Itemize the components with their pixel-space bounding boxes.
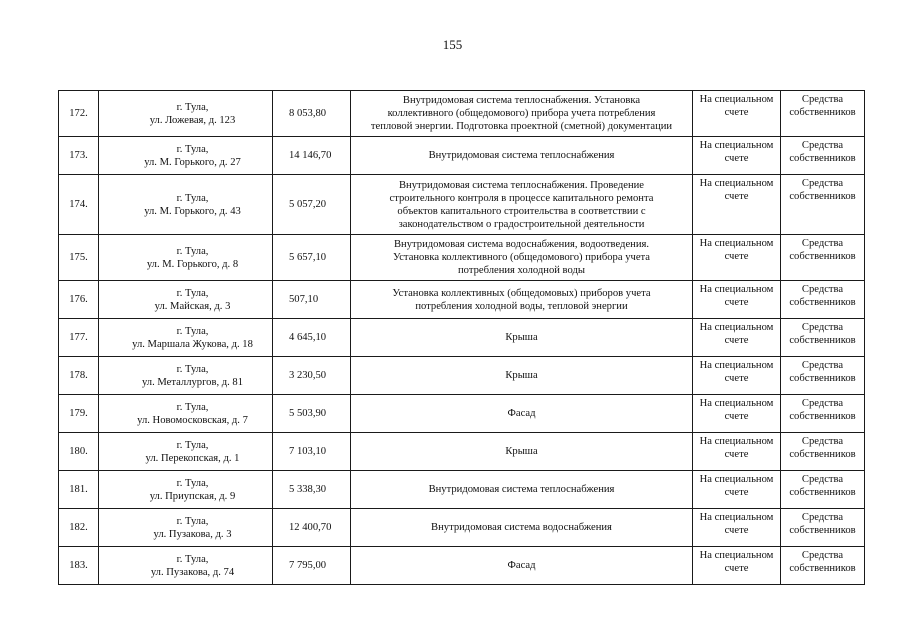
funding-source-line: собственников xyxy=(789,373,856,384)
amount-cell: 5 503,90 xyxy=(273,395,351,433)
amount-cell: 5 338,30 xyxy=(273,471,351,509)
account-line: На специальном xyxy=(699,436,774,447)
account-line: На специальном xyxy=(699,94,774,105)
work-type-line: объектов капитального строительства в соответствии с xyxy=(397,205,646,217)
work-type-line: потребления холодной воды xyxy=(458,265,585,276)
address-line: ул. М. Горького, д. 43 xyxy=(144,205,241,217)
table-row xyxy=(59,281,865,319)
work-type-line: Установка коллективных (общедомовых) приборов учета xyxy=(392,287,651,299)
row-number: 182. xyxy=(59,509,99,547)
work-type-line: Крыша xyxy=(505,332,538,343)
address-line: г. Тула, xyxy=(176,287,209,299)
account-line: На специальном xyxy=(699,512,774,523)
amount-cell: 4 645,10 xyxy=(273,319,351,357)
table-row xyxy=(59,547,865,585)
funding-source-line: собственников xyxy=(789,297,856,308)
funding-source-line: Средства xyxy=(801,322,844,333)
amount-cell: 12 400,70 xyxy=(273,509,351,547)
account-line: счете xyxy=(724,335,749,346)
address-line: г. Тула, xyxy=(176,439,209,451)
account-cell xyxy=(693,91,781,137)
funding-source-line: Средства xyxy=(801,140,844,151)
amount-cell: 5 057,20 xyxy=(273,175,351,235)
address-cell xyxy=(99,91,273,137)
funding-source-line: собственников xyxy=(789,335,856,346)
address-line: ул. Металлургов, д. 81 xyxy=(141,376,244,388)
account-line: счете xyxy=(724,251,749,262)
funding-source-cell xyxy=(781,471,865,509)
address-cell xyxy=(99,175,273,235)
funding-source-line: Средства xyxy=(801,94,844,105)
address-line: г. Тула, xyxy=(176,245,209,257)
address-line: ул. Пузакова, д. 3 xyxy=(153,528,232,540)
row-number: 176. xyxy=(59,281,99,319)
table-row xyxy=(59,137,865,175)
row-number: 183. xyxy=(59,547,99,585)
work-type-line: Фасад xyxy=(507,560,536,571)
account-cell xyxy=(693,235,781,281)
table-row xyxy=(59,319,865,357)
row-number: 178. xyxy=(59,357,99,395)
work-type-line: Внутридомовая система теплоснабжения xyxy=(428,484,615,495)
account-line: счете xyxy=(724,411,749,422)
page-number: 155 xyxy=(442,37,463,52)
work-type-line: тепловой энергии. Подготовка проектной (сметной) документации xyxy=(370,121,673,132)
funding-source-cell xyxy=(781,137,865,175)
row-number: 179. xyxy=(59,395,99,433)
address-line: ул. М. Горького, д. 27 xyxy=(144,156,241,168)
work-type-line: Крыша xyxy=(505,370,538,381)
work-type-line: коллективного (общедомового) прибора учета потребления xyxy=(387,108,656,119)
account-cell xyxy=(693,175,781,235)
account-line: счете xyxy=(724,449,749,460)
funding-source-line: Средства xyxy=(801,238,844,249)
address-line: г. Тула, xyxy=(176,325,209,337)
account-line: На специальном xyxy=(699,474,774,485)
work-type-cell xyxy=(351,471,693,509)
work-type-cell xyxy=(351,547,693,585)
account-line: счете xyxy=(724,563,749,574)
table-row xyxy=(59,509,865,547)
table-body xyxy=(59,91,865,585)
work-type-cell xyxy=(351,137,693,175)
funding-source-line: собственников xyxy=(789,563,856,574)
funding-source-cell xyxy=(781,281,865,319)
address-line: ул. Новомосковская, д. 7 xyxy=(137,414,248,426)
funding-source-cell xyxy=(781,357,865,395)
account-cell xyxy=(693,319,781,357)
funding-source-line: Средства xyxy=(801,360,844,371)
row-number: 177. xyxy=(59,319,99,357)
account-line: На специальном xyxy=(699,360,774,371)
table-row xyxy=(59,235,865,281)
work-type-line: строительного контроля в процессе капитального ремонта xyxy=(389,192,654,204)
work-type-line: Установка коллективного (общедомового) прибора учета xyxy=(393,252,650,263)
amount-cell: 507,10 xyxy=(273,281,351,319)
work-type-cell xyxy=(351,433,693,471)
account-line: На специальном xyxy=(699,238,774,249)
account-line: На специальном xyxy=(699,398,774,409)
work-type-line: потребления холодной воды, тепловой энергии xyxy=(415,300,628,312)
account-line: счете xyxy=(724,191,749,202)
address-line: г. Тула, xyxy=(176,192,209,204)
account-line: На специальном xyxy=(699,322,774,333)
work-type-line: Крыша xyxy=(505,446,538,457)
funding-source-cell xyxy=(781,433,865,471)
address-cell xyxy=(99,319,273,357)
amount-cell: 14 146,70 xyxy=(273,137,351,175)
funding-source-line: собственников xyxy=(789,153,856,164)
work-type-line: Внутридомовая система теплоснабжения. Установка xyxy=(402,95,641,106)
row-number: 175. xyxy=(59,235,99,281)
table-row xyxy=(59,471,865,509)
funding-source-cell xyxy=(781,319,865,357)
account-cell xyxy=(693,395,781,433)
account-line: На специальном xyxy=(699,140,774,151)
account-line: На специальном xyxy=(699,178,774,189)
table-row xyxy=(59,395,865,433)
funding-source-line: Средства xyxy=(801,284,844,295)
address-line: ул. Пузакова, д. 74 xyxy=(150,566,235,578)
address-cell xyxy=(99,471,273,509)
account-cell xyxy=(693,433,781,471)
work-type-cell xyxy=(351,319,693,357)
work-type-cell xyxy=(351,175,693,235)
funding-source-line: Средства xyxy=(801,398,844,409)
work-type-cell xyxy=(351,281,693,319)
work-type-line: Внутридомовая система водоснабжения, водоотведения. xyxy=(393,239,650,250)
address-line: ул. М. Горького, д. 8 xyxy=(146,258,239,270)
address-line: г. Тула, xyxy=(176,553,209,565)
account-cell xyxy=(693,137,781,175)
funding-source-line: собственников xyxy=(789,251,856,262)
work-type-cell xyxy=(351,357,693,395)
address-cell xyxy=(99,235,273,281)
account-line: счете xyxy=(724,297,749,308)
address-cell xyxy=(99,395,273,433)
repair-program-table xyxy=(58,90,865,585)
address-cell xyxy=(99,281,273,319)
work-type-line: Внутридомовая система теплоснабжения. Проведение xyxy=(398,179,645,191)
address-cell xyxy=(99,357,273,395)
address-line: г. Тула, xyxy=(176,477,209,489)
amount-cell: 3 230,50 xyxy=(273,357,351,395)
address-line: ул. Майская, д. 3 xyxy=(154,300,231,312)
amount-cell: 7 103,10 xyxy=(273,433,351,471)
table-row xyxy=(59,433,865,471)
funding-source-line: Средства xyxy=(801,512,844,523)
work-type-cell xyxy=(351,91,693,137)
address-line: ул. Перекопская, д. 1 xyxy=(145,452,240,464)
work-type-line: Внутридомовая система теплоснабжения xyxy=(428,150,615,161)
account-line: счете xyxy=(724,107,749,118)
funding-source-cell xyxy=(781,395,865,433)
funding-source-line: Средства xyxy=(801,474,844,485)
amount-cell: 8 053,80 xyxy=(273,91,351,137)
funding-source-line: собственников xyxy=(789,487,856,498)
address-line: ул. Маршала Жукова, д. 18 xyxy=(132,338,253,350)
table-row xyxy=(59,175,865,235)
funding-source-line: собственников xyxy=(789,525,856,536)
work-type-cell xyxy=(351,395,693,433)
row-number: 180. xyxy=(59,433,99,471)
work-type-line: Внутридомовая система водоснабжения xyxy=(431,522,612,533)
row-number: 174. xyxy=(59,175,99,235)
row-number: 172. xyxy=(59,91,99,137)
address-line: ул. Приупская, д. 9 xyxy=(149,490,236,502)
address-cell xyxy=(99,509,273,547)
funding-source-line: собственников xyxy=(789,449,856,460)
funding-source-line: собственников xyxy=(789,191,856,202)
table-row xyxy=(59,91,865,137)
account-line: счете xyxy=(724,525,749,536)
address-line: ул. Ложевая, д. 123 xyxy=(149,114,236,126)
work-type-cell xyxy=(351,509,693,547)
funding-source-cell xyxy=(781,547,865,585)
funding-source-line: собственников xyxy=(789,107,856,118)
account-cell xyxy=(693,471,781,509)
funding-source-line: собственников xyxy=(789,411,856,422)
account-cell xyxy=(693,547,781,585)
work-type-cell xyxy=(351,235,693,281)
row-number: 173. xyxy=(59,137,99,175)
address-cell xyxy=(99,547,273,585)
address-line: г. Тула, xyxy=(176,363,209,375)
funding-source-cell xyxy=(781,509,865,547)
funding-source-cell xyxy=(781,91,865,137)
address-line: г. Тула, xyxy=(176,401,209,413)
account-line: счете xyxy=(724,153,749,164)
account-line: счете xyxy=(724,487,749,498)
amount-cell: 5 657,10 xyxy=(273,235,351,281)
funding-source-line: Средства xyxy=(801,178,844,189)
account-cell xyxy=(693,357,781,395)
address-cell xyxy=(99,433,273,471)
address-line: г. Тула, xyxy=(176,101,209,113)
account-line: На специальном xyxy=(699,284,774,295)
work-type-line: Фасад xyxy=(507,408,536,419)
table-row xyxy=(59,357,865,395)
funding-source-line: Средства xyxy=(801,436,844,447)
account-cell xyxy=(693,281,781,319)
funding-source-cell xyxy=(781,235,865,281)
address-cell xyxy=(99,137,273,175)
account-line: На специальном xyxy=(699,550,774,561)
work-type-line: законодательством о градостроительной деятельности xyxy=(398,218,645,230)
account-line: счете xyxy=(724,373,749,384)
account-cell xyxy=(693,509,781,547)
amount-cell: 7 795,00 xyxy=(273,547,351,585)
row-number: 181. xyxy=(59,471,99,509)
funding-source-cell xyxy=(781,175,865,235)
address-line: г. Тула, xyxy=(176,143,209,155)
address-line: г. Тула, xyxy=(176,515,209,527)
funding-source-line: Средства xyxy=(801,550,844,561)
